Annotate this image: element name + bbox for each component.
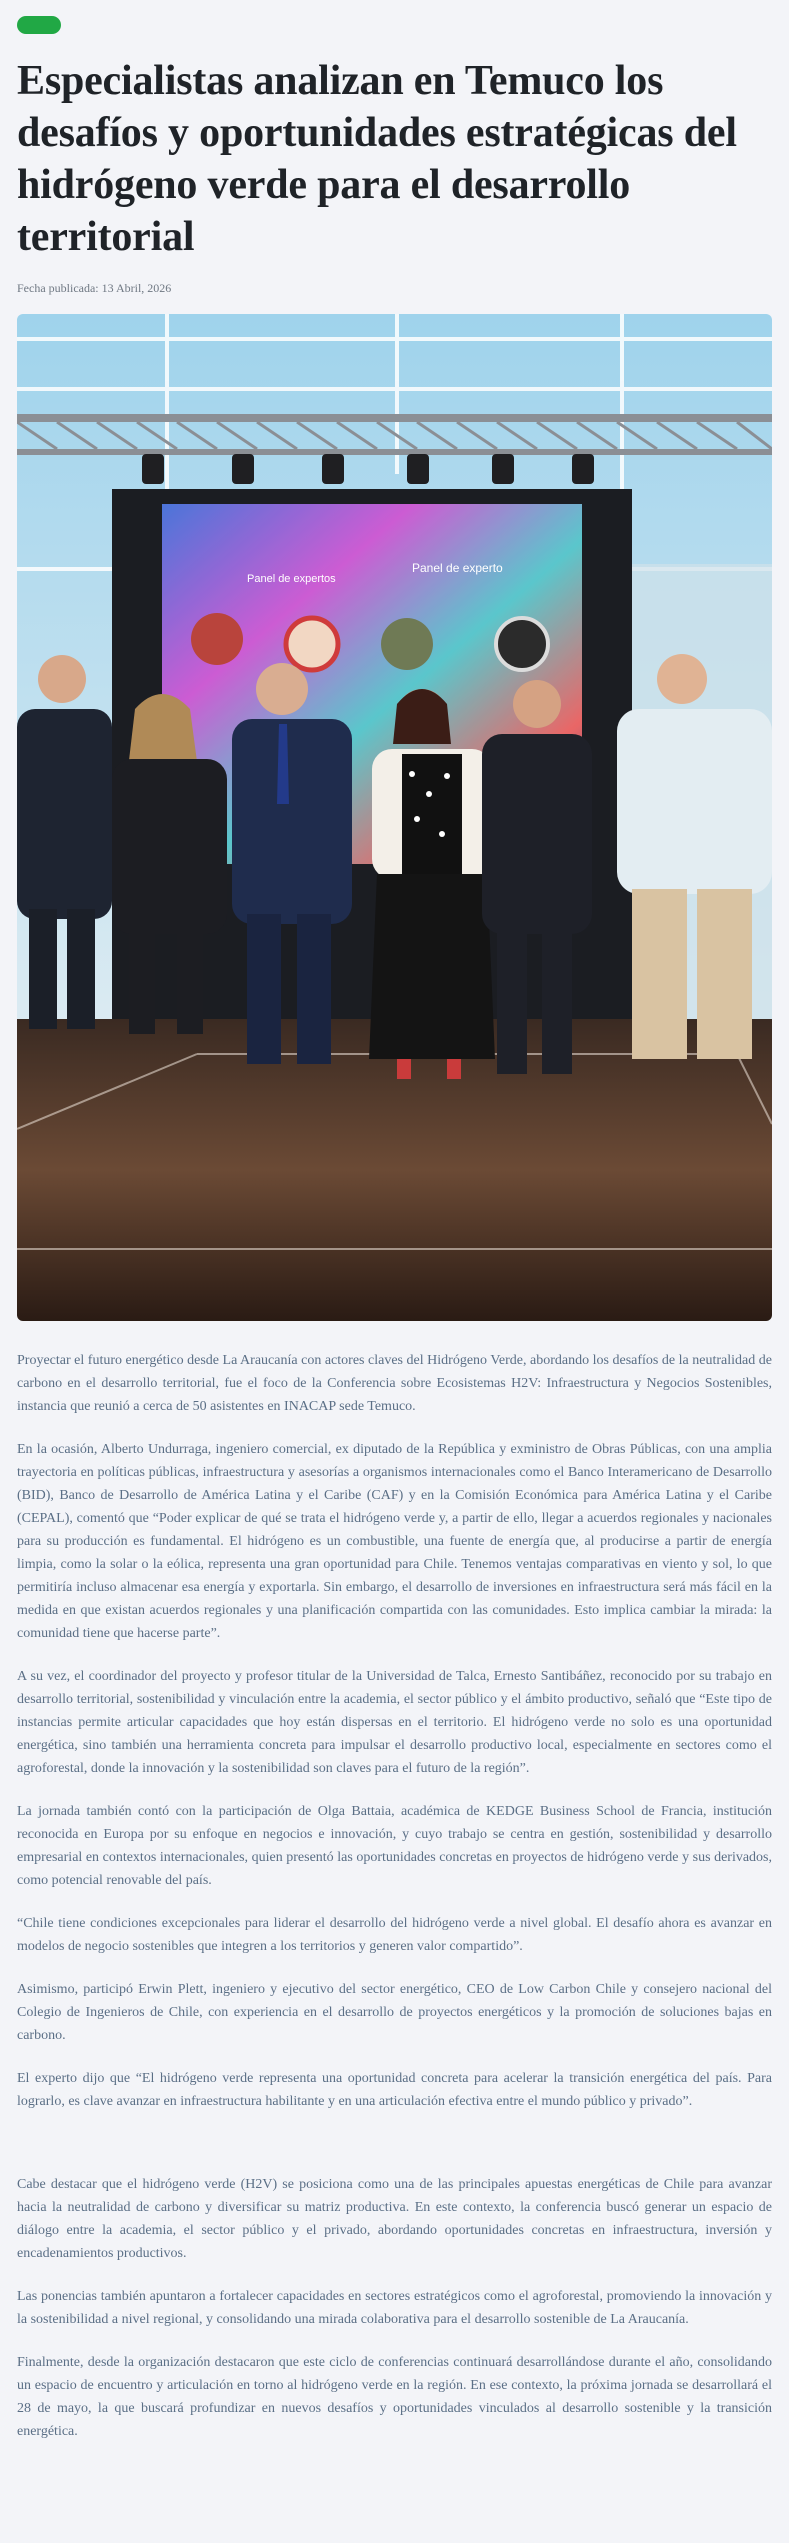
publish-date: Fecha publicada: 13 Abril, 2026 [17,281,172,295]
paragraph: Proyectar el futuro energético desde La Araucanía con actores claves del Hidrógeno Verde, abordando los desafíos de la neutralidad de carbono en el desarrollo territorial, fue el foco de la Conferencia sobre Ecosistemas H2V: Infraestructura y Negocios Sostenibles, instancia que reunió a cerca de 50 asistentes en INACAP sede Temuco. [17,1353,772,1414]
paragraph: Cabe destacar que el hidrógeno verde (H2V) se posiciona como una de las principales apuestas energéticas de Chile para avanzar hacia la neutralidad de carbono y diversificar su matriz productiva. En este contexto, la conferencia buscó generar un espacio de diálogo entre la academia, el sector público y el privado, abordando oportunidades concretas en infraestructura, inversión y encadenamientos productivos. [17,2177,772,2261]
paragraph: En la ocasión, Alberto Undurraga, ingeniero comercial, ex diputado de la República y exministro de Obras Públicas, con una amplia trayectoria en políticas públicas, infraestructura y asesorías a organismos internacionales como el Banco Interamericano de Desarrollo (BID), Banco de Desarrollo de América Latina y el Caribe (CAF) y en la Comisión Económica para América Latina y el Caribe (CEPAL), comentó que “Poder explicar de qué se trata el hidrógeno verde y, a partir de ello, llegar a acuerdos regionales y nacionales para su producción es fundamental. El hidrógeno es un combustible, una fuente de energía que, al producirse a partir de energía limpia, como la solar o la eólica, representa una gran oportunidad para Chile. Tenemos ventajas comparativas en viento y sol, lo que permitiría incluso almacenar esa energía y exportarla. Sin embargo, el desarrollo de inversiones en infraestructura será más fácil en la medida en que existan acuerdos regionales y una planificación compartida con las comunidades. Esto implica cambiar la mirada: la comunidad tiene que hacerse parte”. [17,1442,772,1641]
paragraph: La jornada también contó con la participación de Olga Battaia, académica de KEDGE Business School de Francia, institución reconocida en Europa por su enfoque en negocios e innovación, y cuyo trabajo se centra en gestión, sostenibilidad y desarrollo empresarial en contextos internacionales, quien presentó las oportunidades concretas en proyectos de hidrógeno verde y sus derivados, como potencial renovable del país. [17,1804,772,1888]
spacer [17,2133,772,2173]
screen-caption-right: Panel de experto [412,561,503,575]
screen-caption-left: Panel de expertos [247,573,336,585]
event-photo [17,314,772,1321]
category-badge[interactable] [17,16,61,34]
paragraph: El experto dijo que “El hidrógeno verde representa una oportunidad concreta para acelerar la transición energética del país. Para lograrlo, es clave avanzar en infraestructura habilitante y en una articulación efectiva entre el mundo público y privado”. [17,2071,772,2109]
paragraph: Las ponencias también apuntaron a fortalecer capacidades en sectores estratégicos como el agroforestal, promoviendo la innovación y la sostenibilidad a nivel regional, y consolidando una mirada colaborativa para el desarrollo sostenible de La Araucanía. [17,2289,772,2327]
paragraph: A su vez, el coordinador del proyecto y profesor titular de la Universidad de Talca, Ernesto Santibáñez, reconocido por su trabajo en desarrollo territorial, sostenibilidad y vinculación entre la academia, el sector público y el ámbito productivo, señaló que “Este tipo de instancias permite articular capacidades que hoy están dispersas en el territorio. El hidrógeno verde no solo es una oportunidad energética, sino también una herramienta concreta para impulsar el desarrollo productivo local, especialmente en sectores como el agroforestal, donde la innovación y la sostenibilidad son claves para el futuro de la región”. [17,1669,772,1776]
paragraph: Finalmente, desde la organización destacaron que este ciclo de conferencias continuará desarrollándose durante el año, consolidando un espacio de encuentro y articulación en torno al hidrógeno verde en la región. En ese contexto, la próxima jornada se desarrollará el 28 de mayo, la que buscará profundizar en nuevos desafíos y oportunidades vinculados al desarrollo sostenible y la transición energética. [17,2355,772,2439]
article-title: Especialistas analizan en Temuco los desafíos y oportunidades estratégicas del hidrógeno verde para el desarrollo territorial [17,58,737,260]
article-body [17,1349,772,2443]
paragraph: “Chile tiene condiciones excepcionales para liderar el desarrollo del hidrógeno verde a nivel global. El desafío ahora es avanzar en modelos de negocio sostenibles que integren a los territorios y generen valor compartido”. [17,1916,772,1954]
paragraph: Asimismo, participó Erwin Plett, ingeniero y ejecutivo del sector energético, CEO de Low Carbon Chile y consejero nacional del Colegio de Ingenieros de Chile, con experiencia en el desarrollo de proyectos energéticos y la promoción de soluciones bajas en carbono. [17,1982,772,2043]
